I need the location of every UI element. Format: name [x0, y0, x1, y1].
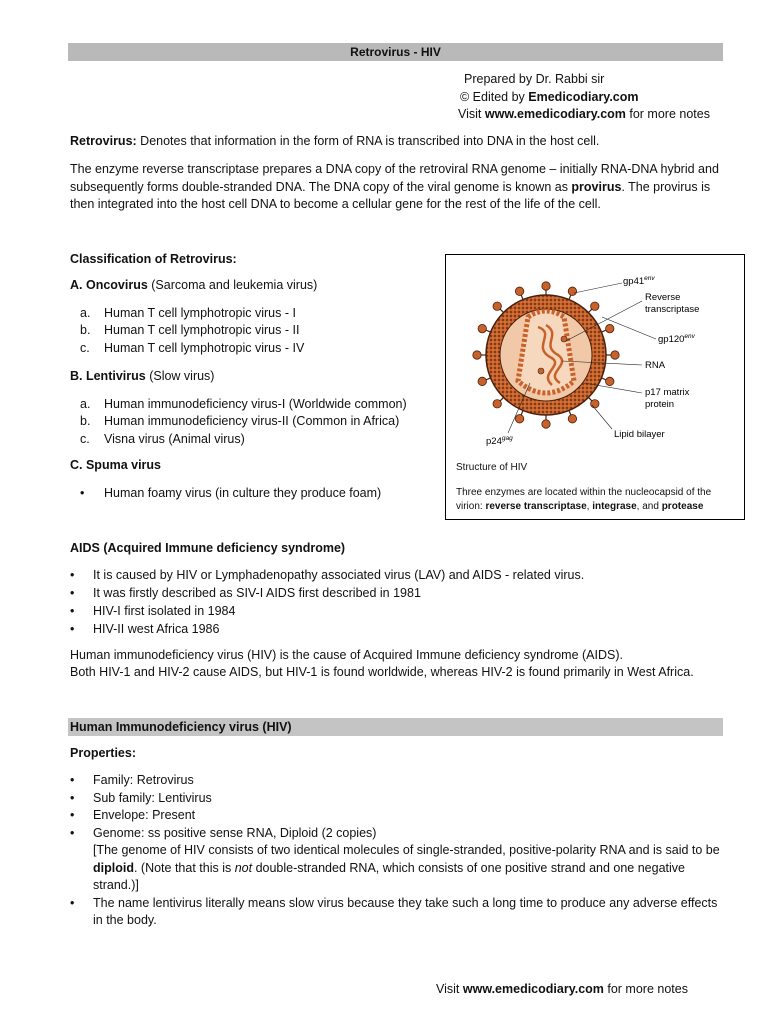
list-item: • HIV-I first isolated in 1984	[70, 604, 236, 618]
aids-paragraph-1: Human immunodeficiency virus (HIV) is the cause of Acquired Immune deficiency syndrome (AIDS).	[70, 648, 623, 662]
label-rna: RNA	[645, 360, 666, 371]
lentivirus-heading: B. Lentivirus (Slow virus)	[70, 369, 215, 383]
edited-by: © Edited by Emedicodiary.com	[460, 89, 639, 104]
footer-site-link[interactable]: www.emedicodiary.com	[462, 982, 604, 996]
hiv-section-bar	[68, 718, 723, 736]
label-p24: $p24^{gag}$	[486, 435, 513, 447]
visit-site-link[interactable]: www.emedicodiary.com	[484, 107, 626, 121]
label-gp120: $gp120^{env}$	[658, 333, 695, 345]
label-reverse-transcriptase: Reverse	[645, 292, 681, 303]
list-item: c. Human T cell lymphotropic virus - IV	[80, 340, 305, 355]
list-item: • Family: Retrovirus	[70, 773, 194, 787]
label-lipid-bilayer: Lipid bilayer	[614, 429, 665, 440]
oncovirus-list	[80, 305, 304, 357]
figure-caption: Three enzymes are located within the nucleocapsid of the virion: reverse transcriptase, integrase, and protease	[456, 487, 712, 512]
oncovirus-heading: A. Oncovirus (Sarcoma and leukemia virus)	[70, 278, 318, 292]
label-p17: p17 matrix	[645, 387, 690, 398]
list-item: c. Visna virus (Animal virus)	[80, 431, 245, 446]
label-gp41: $gp41^{env}$	[623, 275, 655, 287]
spuma-list	[80, 485, 381, 502]
list-item: b. Human immunodeficiency virus-II (Common in Africa)	[80, 414, 400, 429]
list-item: • The name lentivirus literally means slow virus because they take such a long time to produce any adverse effects in the body.	[70, 895, 718, 927]
reverse-transcriptase-dot	[538, 368, 544, 374]
list-item: • HIV-II west Africa 1986	[70, 622, 220, 636]
classification-heading: Classification of Retrovirus:	[70, 252, 237, 266]
list-item: • It is caused by HIV or Lymphadenopathy associated virus (LAV) and AIDS - related virus.	[70, 568, 585, 582]
list-item: • Envelope: Present	[70, 808, 196, 822]
edited-by-site[interactable]: Emedicodiary.com	[528, 89, 639, 104]
aids-paragraph-2: Both HIV-1 and HIV-2 cause AIDS, but HIV-1 is found worldwide, whereas HIV-2 is found primarily in West Africa.	[70, 665, 694, 679]
title-bar	[68, 43, 723, 61]
aids-heading: AIDS (Acquired Immune deficiency syndrome)	[70, 541, 346, 555]
page-title: Retrovirus - HIV	[350, 45, 441, 59]
list-item: • Genome: ss positive sense RNA, Diploid (2 copies) [The genome of HIV consists of two identical molecules of single-stranded, positive-polarity RNA and is said to be diploid. (Note that this is not double-stranded RNA, which consists of one positive strand and one negative strand.)]	[70, 825, 720, 892]
list-item: a. Human immunodeficiency virus-I (Worldwide common)	[80, 397, 407, 411]
properties-list	[70, 772, 720, 930]
list-item: a. Human T cell lymphotropic virus - I	[80, 306, 296, 320]
spuma-heading: C. Spuma virus	[70, 458, 161, 472]
footer: Visit www.emedicodiary.com for more notes	[436, 982, 688, 996]
author-block	[458, 71, 710, 124]
list-item: b. Human T cell lymphotropic virus - II	[80, 323, 300, 338]
figure-caption-title: Structure of HIV	[456, 462, 528, 473]
hiv-structure-figure	[445, 254, 745, 520]
retrovirus-definition: Retrovirus: Denotes that information in the form of RNA is transcribed into DNA in the host cell.	[70, 134, 600, 148]
list-item: • It was firstly described as SIV-I AIDS first described in 1981	[70, 586, 421, 600]
visit-line: Visit www.emedicodiary.com for more notes	[458, 107, 710, 121]
hiv-section-title: Human Immunodeficiency virus (HIV)	[70, 720, 292, 734]
hiv-virion-diagram	[446, 255, 744, 455]
properties-heading: Properties:	[70, 746, 136, 760]
list-item: • Sub family: Lentivirus	[70, 790, 212, 805]
prepared-by: Prepared by Dr. Rabbi sir	[464, 72, 605, 86]
label-p17: protein	[645, 399, 675, 410]
label-reverse-transcriptase: transcriptase	[645, 304, 700, 315]
genome-note: [The genome of HIV consists of two identical molecules of single-stranded, positive-polarity RNA and is said to be diploid. (Note that this is not double-stranded RNA, which consists of one positive strand and one negative strand.)]	[93, 843, 720, 892]
lentivirus-list	[80, 396, 407, 448]
aids-list	[70, 566, 730, 638]
list-item: • Human foamy virus (in culture they produce foam)	[80, 486, 382, 500]
reverse-transcriptase-paragraph: The enzyme reverse transcriptase prepares a DNA copy of the retroviral RNA genome – initially RNA-DNA hybrid and subsequently forms double-stranded DNA. The DNA copy of the viral genome is known as provirus. The provirus is then integrated into the host cell DNA to become a cellular gene for the rest of the life of the cell.	[70, 162, 719, 211]
